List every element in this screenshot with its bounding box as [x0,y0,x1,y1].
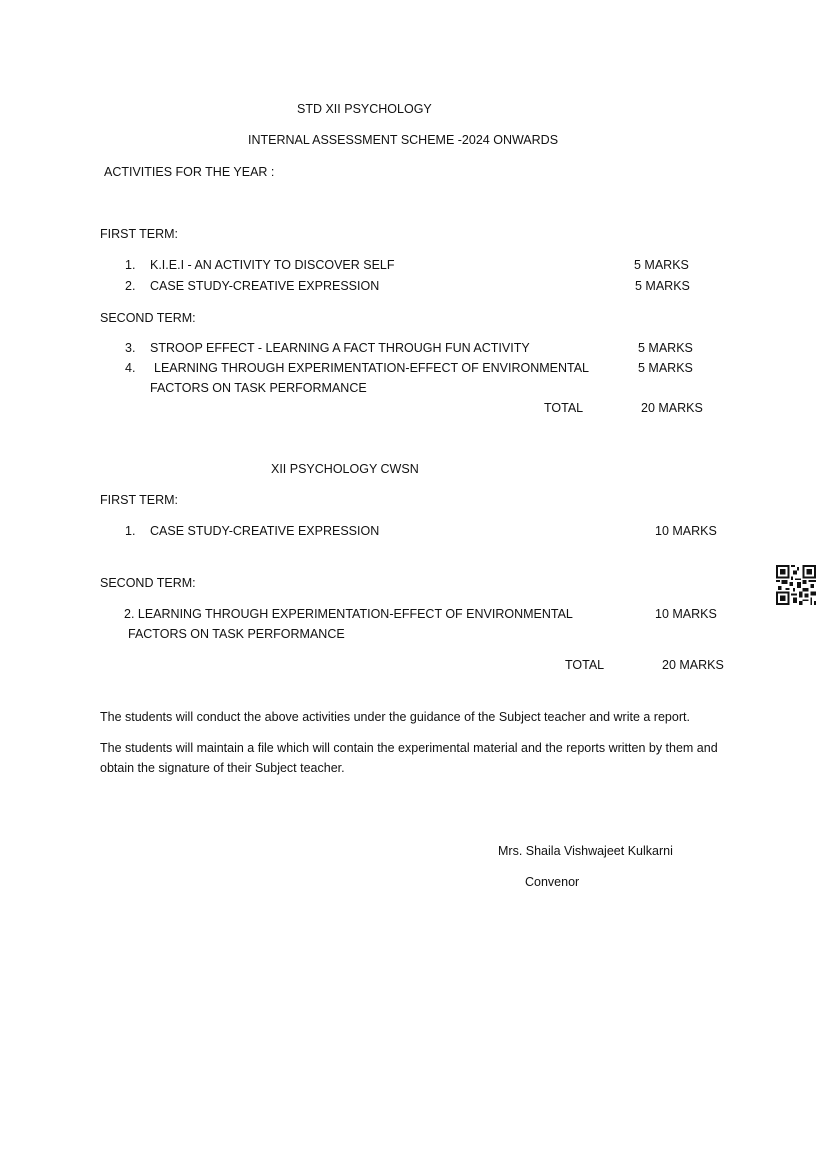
note-paragraph: The students will maintain a file which will contain the experimental material and the reports written by them and obtain the signature of their Subject teacher. [100,741,718,775]
item-number: 4. [125,361,136,375]
item-text-continued: FACTORS ON TASK PERFORMANCE [150,381,367,395]
item-number: 1. [125,258,136,272]
cwsn-heading: XII PSYCHOLOGY CWSN [271,462,419,476]
first-term-label: FIRST TERM: [100,227,179,241]
item-marks: 5 MARKS [638,361,693,375]
cwsn-total-marks: 20 MARKS [662,658,724,672]
note-paragraph: The students will conduct the above activities under the guidance of the Subject teacher and write a report. [100,710,690,724]
item-marks: 5 MARKS [634,258,689,272]
page-subtitle: INTERNAL ASSESSMENT SCHEME -2024 ONWARDS [248,133,559,147]
item-marks: 10 MARKS [655,607,717,621]
qr-code-icon [776,565,816,605]
item-number: 1. [125,524,136,538]
page-title: STD XII PSYCHOLOGY [297,102,432,116]
item-marks: 10 MARKS [655,524,717,538]
notes-block [100,707,728,789]
second-term-label: SECOND TERM: [100,311,196,325]
item-number: 3. [125,341,136,355]
item-text: LEARNING THROUGH EXPERIMENTATION-EFFECT OF ENVIRONMENTAL [154,361,589,375]
item-marks: 5 MARKS [635,279,690,293]
cwsn-first-term-label: FIRST TERM: [100,493,179,507]
signatory-role: Convenor [525,875,580,889]
item-text: STROOP EFFECT - LEARNING A FACT THROUGH FUN ACTIVITY [150,341,530,355]
total-label: TOTAL [544,401,584,415]
item-text: CASE STUDY-CREATIVE EXPRESSION [150,279,380,293]
cwsn-second-term-label: SECOND TERM: [100,576,196,590]
signatory-name: Mrs. Shaila Vishwajeet Kulkarni [498,844,673,858]
item-marks: 5 MARKS [638,341,693,355]
item-text: 2. LEARNING THROUGH EXPERIMENTATION-EFFECT OF ENVIRONMENTAL [124,607,573,621]
activities-heading: ACTIVITIES FOR THE YEAR : [104,165,275,179]
item-text: CASE STUDY-CREATIVE EXPRESSION [150,524,380,538]
item-text-continued: FACTORS ON TASK PERFORMANCE [128,627,345,641]
cwsn-total-label: TOTAL [565,658,605,672]
total-marks: 20 MARKS [641,401,703,415]
item-number: 2. [125,279,136,293]
item-text: K.I.E.I - AN ACTIVITY TO DISCOVER SELF [150,258,395,272]
